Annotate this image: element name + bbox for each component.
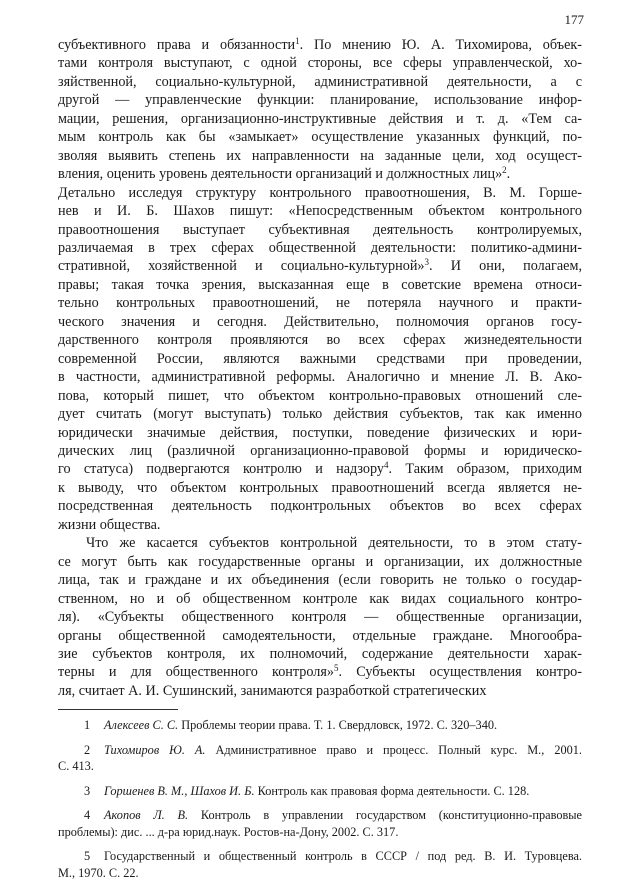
text-run: ческого значения и сегодня. Действительно, полномочия органов госу-: [58, 313, 582, 330]
text-line: [58, 553, 582, 571]
text-run: пова, который пишет, что объектом контрольно-правовых отношений сле-: [58, 387, 582, 404]
text-line: [58, 184, 582, 202]
text-run: дарственного контроля проявляются во всех сферах жизнедеятельности: [58, 332, 582, 349]
text-run: жизни общества.: [58, 516, 161, 533]
text-run: . Субъекты осуществления контро-: [338, 664, 583, 681]
text-line: [58, 424, 582, 442]
text-run: тами контроля выступают, с одной стороны, все сферы управленческой, хо-: [58, 55, 582, 72]
text-run: стративной, хозяйственной и социально-культурной»: [58, 258, 425, 275]
footnote: [58, 717, 582, 734]
footnote-line: [58, 807, 582, 824]
text-run: к выводу, что объектом контрольных правоотношений всегда является не-: [58, 479, 582, 496]
text-run: ля). «Субъекты общественного контроля — общественные организации,: [58, 609, 582, 626]
text-line: [58, 516, 582, 534]
footnote: [58, 783, 582, 800]
footnote-text: С. 413.: [58, 759, 94, 773]
page-number: 177: [564, 12, 584, 27]
text-line: [58, 73, 582, 91]
text-line: [58, 479, 582, 497]
footnote-text: проблемы): дис. ... д-ра юрид.наук. Ростов-на-Дону, 2002. С. 317.: [58, 824, 399, 839]
text-run: . И они, полагаем,: [429, 258, 582, 275]
text-line: [58, 645, 582, 663]
text-line: [58, 460, 582, 478]
footnote-author: Акопов Л. В.: [104, 808, 189, 822]
text-line: [58, 405, 582, 423]
footnote-separator: [58, 709, 178, 710]
footnote-ref[interactable]: 4: [384, 460, 389, 471]
text-line: [58, 663, 582, 681]
footnote-number: 3: [84, 783, 91, 798]
footnote-text: Административное право и процесс. Полный курс. М., 2001.: [215, 742, 582, 757]
footnote-number: 1: [84, 718, 91, 732]
footnote-line: [58, 717, 582, 734]
text-line: [58, 165, 582, 183]
text-run: терны и для общественного контроля»: [58, 664, 334, 681]
footnote-line: [58, 783, 582, 800]
text-run: го статуса) подвергаются контролю и надзору: [58, 461, 385, 478]
text-run: се могут быть как государственные органы и организации, их должностные: [58, 553, 582, 570]
text-run: вления, оценить уровень деятельности организаций и должностных лиц»: [58, 166, 503, 183]
text-line: [58, 202, 582, 220]
text-run: различаемая в трех сферах общественной деятельности: политико-админи-: [58, 239, 582, 256]
footnotes: [58, 717, 582, 889]
text-line: [58, 36, 582, 54]
text-line: [58, 221, 582, 239]
footnote-author: Алексеев С. С.: [104, 718, 179, 732]
text-line: [58, 91, 582, 109]
text-run: ственном, но и об общественном контроле как видах социального контро-: [58, 590, 582, 607]
text-line: [58, 350, 582, 368]
footnote-line: [58, 848, 582, 865]
footnote-number: 5: [84, 849, 91, 863]
footnote-number: 4: [84, 808, 91, 822]
text-run: зволяя выявить степень их направленности на заданные цели, ход осущест-: [58, 147, 582, 164]
text-run: другой — управленческие функции: планирование, использование инфор-: [58, 92, 582, 109]
text-line: [58, 147, 582, 165]
text-run: современной России, являются важными средствами при проведении,: [58, 350, 582, 367]
footnote-ref[interactable]: 2: [502, 165, 507, 176]
footnote-text: Государственный и общественный контроль в СССР / под ред. В. И. Туровцева.: [104, 849, 582, 863]
text-run: .: [506, 166, 511, 183]
text-run: правы; такая точка зрения, высказанная еще в советские времена относи-: [58, 276, 582, 293]
text-line: [58, 368, 582, 386]
text-run: мации, решения, организационно-инструктивные действия и т. д. «Тем са-: [58, 110, 582, 127]
footnote-text: М., 1970. С. 22.: [58, 865, 139, 880]
footnote-text: Контроль как правовая форма деятельности. С. 128.: [257, 783, 530, 798]
footnote-text: Проблемы теории права. Т. 1. Свердловск, 1972. С. 320–340.: [181, 718, 498, 732]
text-line: [58, 110, 582, 128]
text-line: [58, 276, 582, 294]
footnote: [58, 848, 582, 881]
text-run: юридически значимые действия, поступки, поведение физических и юри-: [58, 424, 582, 441]
text-run: . По мнению Ю. А. Тихомирова, объек-: [299, 37, 582, 53]
footnote-line: [58, 758, 582, 775]
footnote-ref[interactable]: 5: [333, 663, 339, 674]
text-run: правоотношения выступает субъективная деятельность контролируемых,: [58, 221, 582, 238]
text-line: [58, 442, 582, 460]
text-run: субъективного права и обязанности: [58, 37, 296, 53]
text-run: посредственная деятельность подконтрольных объектов во всех сферах: [58, 498, 582, 515]
text-line: [58, 294, 582, 312]
text-line: [58, 313, 582, 331]
footnote-ref[interactable]: 1: [295, 36, 300, 46]
text-line: [58, 331, 582, 349]
text-line: [58, 627, 582, 645]
footnote-author: Тихомиров Ю. А.: [104, 742, 206, 757]
footnote-ref[interactable]: 3: [424, 257, 430, 268]
footnote-line: [58, 824, 582, 841]
text-line: [58, 239, 582, 257]
footnote-line: [58, 742, 582, 759]
text-line: [58, 590, 582, 608]
text-run: мым контроль как бы «замыкает» осуществление указанных функций, по-: [58, 129, 582, 146]
body-text: [58, 36, 582, 700]
footnote-number: 2: [84, 742, 91, 757]
text-run: зие субъектов контроля, их полномочий, содержание деятельности харак-: [58, 645, 582, 662]
text-line: [58, 608, 582, 626]
text-line: [58, 571, 582, 589]
text-run: ля, считает А. И. Сушинский, занимаются разработкой стратегических: [58, 682, 487, 699]
text-run: зяйственной, социально-культурной, административной деятельности, а с: [58, 73, 582, 90]
text-run: Что же касается субъектов контрольной деятельности, то в этом стату-: [86, 535, 582, 552]
text-line: [58, 387, 582, 405]
text-run: Детально исследуя структуру контрольного правоотношения, В. М. Горше-: [58, 184, 582, 201]
text-run: лица, так и граждане и их объединения (если говорить не только о государ-: [58, 572, 582, 589]
footnote: [58, 742, 582, 775]
text-run: дует считать (могут выступать) только действия субъектов, так как именно: [58, 406, 582, 423]
text-line: [58, 534, 582, 552]
footnote-line: [58, 865, 582, 882]
text-line: [58, 128, 582, 146]
footnote-author: Горшенев В. М., Шахов И. Б.: [104, 783, 255, 798]
text-run: дических лиц (различной организационно-правовой формы и юридическо-: [58, 442, 582, 459]
text-line: [58, 682, 582, 700]
text-run: органы общественной самодеятельности, отдельные граждане. Многообра-: [58, 627, 582, 644]
text-run: нев и И. Б. Шахов пишут: «Непосредственным объектом контрольного: [58, 203, 582, 220]
text-run: в частности, административной реформы. Аналогично и мнение Л. В. Ако-: [58, 369, 582, 386]
text-line: [58, 497, 582, 515]
footnote: [58, 807, 582, 840]
text-run: . Таким образом, приходим: [388, 461, 582, 478]
footnote-text: Контроль в управлении государством (конституционно-правовые: [200, 808, 582, 822]
text-line: [58, 54, 582, 72]
text-run: тельно контрольных правоотношений, не потеряла научного и практи-: [58, 295, 582, 312]
text-line: [58, 257, 582, 275]
